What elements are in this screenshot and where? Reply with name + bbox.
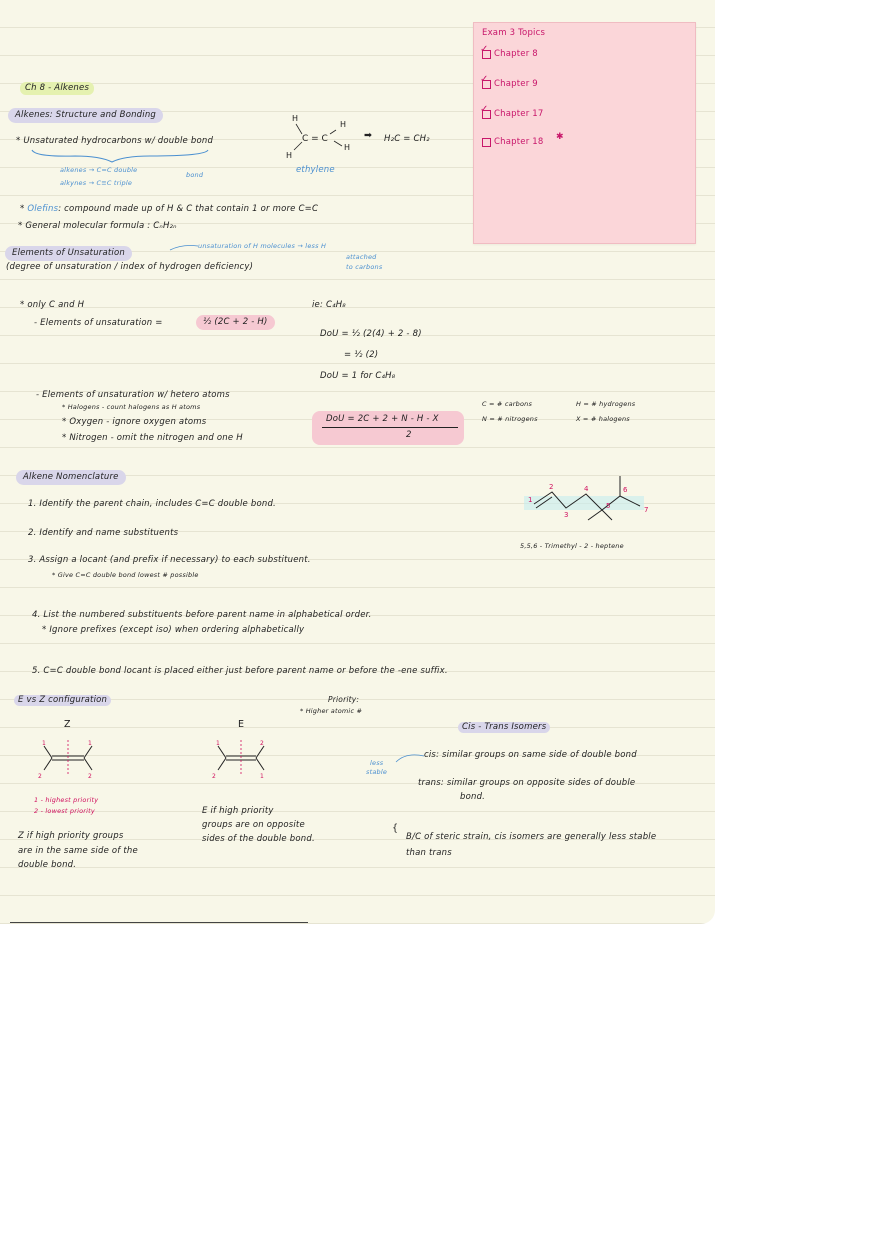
sticky-item-1: Chapter 8 [494,49,538,59]
sticky-note [473,22,696,244]
sticky-item-3: Chapter 17 [494,109,544,119]
olefins-term: Olefins [27,204,59,214]
e-priority-bottom-right: 1 [260,773,264,780]
z-isomer-structure [36,738,96,780]
steric-strain-1: B/C of steric strain, cis isomers are generally less stable [406,832,657,842]
unsaturated-line: * Unsaturated hydrocarbons w/ double bond [16,136,214,146]
arrow-icon: ➡ [364,130,373,141]
checkmark-icon: ✓ [480,104,489,115]
alkenes-note: alkenes → C=C double [60,166,138,174]
locant-5: 5 [606,502,611,510]
general-formula: * General molecular formula : CₙH₂ₙ [18,221,177,231]
z-priority-top-right: 1 [88,740,92,747]
e-isomer-structure [212,738,272,780]
svg-text:H: H [340,120,347,129]
e-priority-top-left: 1 [216,740,220,747]
svg-text:C = C: C = C [302,134,328,144]
sticky-title: Exam 3 Topics [482,28,546,38]
hetero-title: - Elements of unsaturation w/ hetero atoms [36,390,230,400]
priority-title: Priority: [328,695,360,704]
locant-6: 6 [623,486,628,494]
fraction-bar [322,427,458,428]
only-ch: * only C and H [20,300,85,310]
z-description-3: double bond. [18,860,77,870]
unsaturation-formula: ½ (2C + 2 - H) [196,315,275,330]
locant-7: 7 [644,506,649,514]
nomenclature-step-5: 5. C=C double bond locant is placed either just before parent name or before the -ene suffix. [32,666,448,676]
brace-icon: { [392,823,399,834]
bond-note: bond [186,171,204,179]
ethylene-formula: H₂C = CH₂ [384,134,430,144]
brace-underline [30,148,240,164]
legend-n: N = # nitrogens [482,415,538,423]
nomenclature-step-3b: * Give C=C double bond lowest # possible [52,571,199,579]
priority-legend-2: 2 - lowest priority [34,807,95,815]
e-description-3: sides of the double bond. [202,834,315,844]
dou-denominator: 2 [406,430,412,440]
sticky-item-4: Chapter 18 [494,137,544,147]
unsaturation-note-1: unsaturation of H molecules → less H [198,242,327,250]
e-description-2: groups are on opposite [202,820,305,830]
locant-1: 1 [528,496,533,504]
z-label: Z [64,719,71,730]
heptene-structure [524,470,654,520]
less-note: less [370,759,384,767]
unsaturation-note-2: attached [346,253,377,261]
stable-note: stable [366,768,388,776]
steric-strain-2: than trans [406,848,452,858]
sticky-item-2: Chapter 9 [494,79,538,89]
olefins-definition: : compound made up of H & C that contain 1 or more C=C [58,204,319,214]
e-priority-top-right: 2 [260,740,264,747]
checkbox-chapter-18[interactable] [482,138,491,147]
z-description-1: Z if high priority groups [18,831,124,841]
page-divider [10,922,308,923]
dou-numerator: DoU = 2C + 2 + N - H - X [326,414,439,424]
example-label: ie: C₄H₈ [312,300,346,310]
svg-text:H: H [286,151,293,160]
section-heading-structure: Alkenes: Structure and Bonding [8,108,163,123]
nomenclature-step-4b: * Ignore prefixes (except iso) when ordering alphabetically [42,625,305,635]
legend-c: C = # carbons [482,400,533,408]
section-heading-ez: E vs Z configuration [14,695,111,706]
hetero-halogens: * Halogens - count halogens as H atoms [62,403,201,411]
checkmark-icon: ✓ [480,44,489,55]
ethylene-structure [284,112,364,162]
section-heading-cistrans: Cis - Trans Isomers [458,722,550,733]
star-icon: ✱ [556,132,564,142]
svg-text:H: H [344,143,351,152]
trans-definition-2: bond. [460,792,486,802]
olefins-line: * Olefins: compound made up of H & C that contain 1 or more C=C [20,204,319,214]
example-line-1: DoU = ½ (2(4) + 2 - 8) [320,329,422,339]
alkynes-note: alkynes → C≡C triple [60,179,133,187]
e-priority-bottom-left: 2 [212,773,216,780]
z-priority-bottom-left: 2 [38,773,42,780]
example-line-3: DoU = 1 for C₄H₈ [320,371,396,381]
nomenclature-step-4: 4. List the numbered substituents before parent name in alphabetical order. [32,610,372,620]
locant-2: 2 [549,483,554,491]
e-label: E [238,719,245,730]
e-description-1: E if high priority [202,806,274,816]
legend-x: X = # halogens [576,415,630,423]
molecule-name: 5,5,6 - Trimethyl - 2 - heptene [520,542,624,550]
chapter-title: Ch 8 - Alkenes [20,82,94,95]
section-heading-nomenclature: Alkene Nomenclature [16,470,126,485]
less-stable-arrow [396,752,426,764]
unsaturation-note-3: to carbons [346,263,383,271]
priority-legend-1: 1 - highest priority [34,796,99,804]
unsaturation-subtitle: (degree of unsaturation / index of hydrogen deficiency) [6,262,254,272]
locant-4: 4 [584,485,589,493]
nomenclature-step-2: 2. Identify and name substituents [28,528,179,538]
nomenclature-step-3: 3. Assign a locant (and prefix if necessary) to each substituent. [28,555,311,565]
svg-text:H: H [292,114,299,123]
hetero-nitrogen: * Nitrogen - omit the nitrogen and one H [62,433,243,443]
cis-definition: cis: similar groups on same side of double bond [424,750,637,760]
checkmark-icon: ✓ [480,74,489,85]
z-priority-top-left: 1 [42,740,46,747]
nomenclature-step-1: 1. Identify the parent chain, includes C=C double bond. [28,499,276,509]
locant-3: 3 [564,511,569,519]
ethylene-label: ethylene [296,165,335,175]
note-arrow [170,244,200,252]
z-priority-bottom-right: 2 [88,773,92,780]
z-description-2: are in the same side of the [18,846,138,856]
unsaturation-formula-label: - Elements of unsaturation = [34,318,163,328]
section-heading-unsaturation: Elements of Unsaturation [5,246,132,261]
example-line-2: = ½ (2) [344,350,379,360]
hetero-oxygen: * Oxygen - ignore oxygen atoms [62,417,207,427]
legend-h: H = # hydrogens [576,400,636,408]
priority-rule: * Higher atomic # [300,707,363,715]
trans-definition-1: trans: similar groups on opposite sides of double [418,778,636,788]
